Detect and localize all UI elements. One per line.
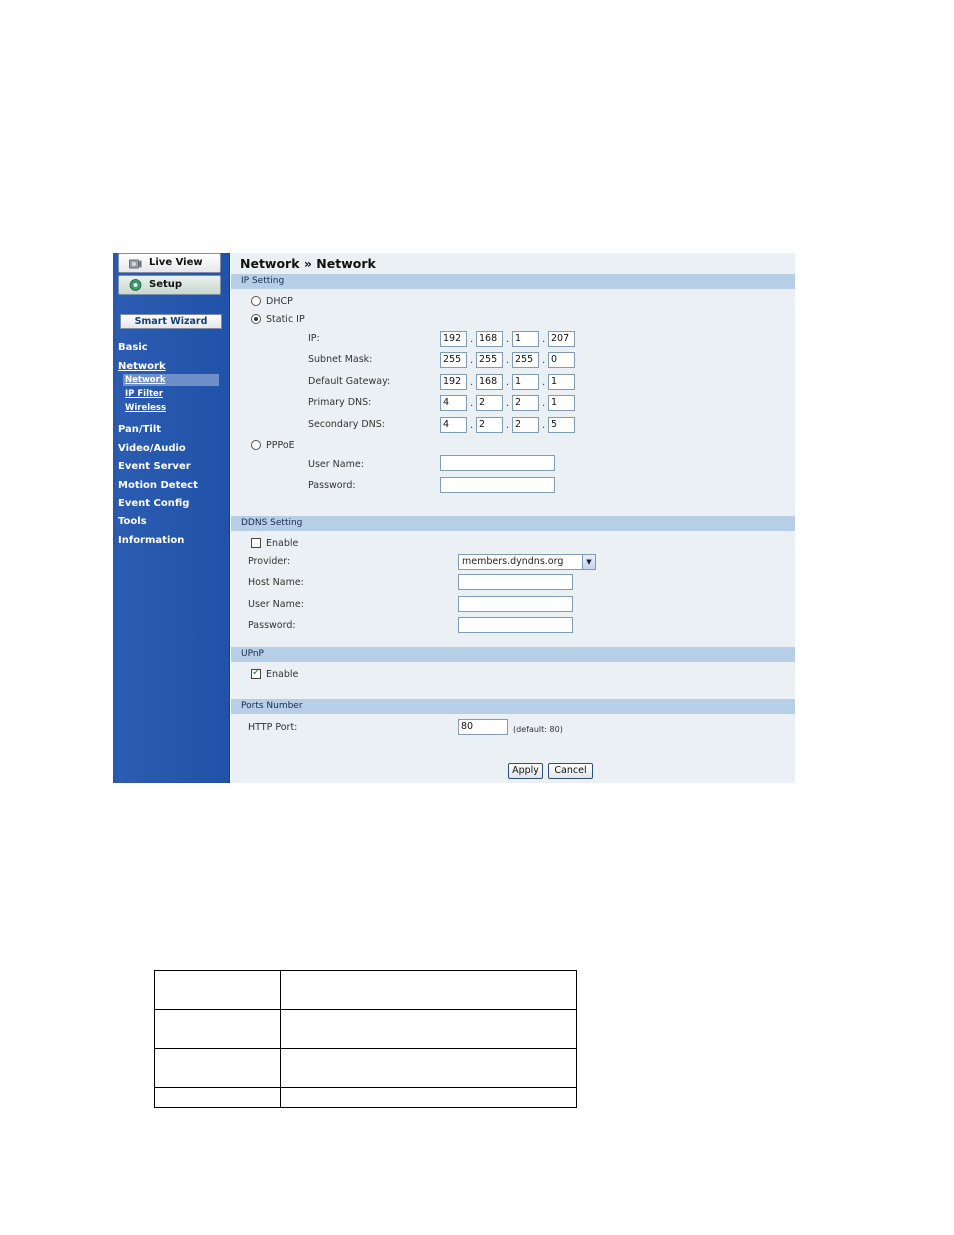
ip-octet-2[interactable]: 168 bbox=[476, 331, 503, 347]
upnp-enable-checkbox[interactable] bbox=[251, 669, 261, 679]
pppoe-user-input[interactable] bbox=[440, 455, 555, 471]
nav-video-audio[interactable]: Video/Audio bbox=[118, 443, 186, 454]
dhcp-label: DHCP bbox=[266, 296, 293, 307]
ip-dot: . bbox=[542, 398, 546, 409]
ip-octet-1[interactable]: 192 bbox=[440, 331, 467, 347]
sidebar bbox=[113, 253, 230, 783]
page-title: Network » Network bbox=[240, 256, 376, 271]
http-port-hint: (default: 80) bbox=[513, 725, 563, 734]
chevron-down-icon: ▼ bbox=[582, 555, 595, 569]
nav-event-config[interactable]: Event Config bbox=[118, 498, 190, 509]
host-name-label: Host Name: bbox=[248, 577, 304, 588]
smart-wizard-button[interactable]: Smart Wizard bbox=[120, 314, 222, 329]
table-row bbox=[155, 1049, 576, 1088]
ip-dot: . bbox=[470, 355, 474, 366]
subnet-label: Subnet Mask: bbox=[308, 354, 373, 365]
provider-select[interactable] bbox=[458, 554, 596, 570]
upnp-enable-label: Enable bbox=[266, 669, 299, 680]
http-port-input[interactable]: 80 bbox=[458, 719, 508, 735]
cancel-button[interactable]: Cancel bbox=[548, 763, 593, 779]
ip-octet-4[interactable]: 207 bbox=[548, 331, 575, 347]
ip-dot: . bbox=[542, 355, 546, 366]
table-row bbox=[155, 1010, 576, 1049]
ip-dot: . bbox=[542, 420, 546, 431]
secondary-dns-octet-4[interactable]: 5 bbox=[548, 417, 575, 433]
camera-icon bbox=[129, 257, 142, 269]
ip-dot: . bbox=[506, 355, 510, 366]
nav-network[interactable]: Network bbox=[118, 361, 166, 372]
gateway-octet-1[interactable]: 192 bbox=[440, 374, 467, 390]
ip-dot: . bbox=[542, 377, 546, 388]
subnet-octet-4[interactable]: 0 bbox=[548, 352, 575, 368]
subnet-octet-2[interactable]: 255 bbox=[476, 352, 503, 368]
setup-label: Setup bbox=[149, 279, 183, 290]
ip-dot: . bbox=[470, 334, 474, 345]
dhcp-radio[interactable] bbox=[251, 296, 261, 306]
ddns-enable-checkbox[interactable] bbox=[251, 538, 261, 548]
gateway-octet-2[interactable]: 168 bbox=[476, 374, 503, 390]
camera-setup-window bbox=[113, 253, 795, 783]
pppoe-radio[interactable] bbox=[251, 440, 261, 450]
setup-icon bbox=[129, 279, 142, 291]
subnet-octet-3[interactable]: 255 bbox=[512, 352, 539, 368]
ddns-user-label: User Name: bbox=[248, 599, 304, 610]
ip-label: IP: bbox=[308, 333, 320, 344]
nav-information[interactable]: Information bbox=[118, 535, 185, 546]
subnav-network[interactable]: Network bbox=[125, 375, 166, 385]
provider-value: members.dyndns.org bbox=[462, 556, 564, 567]
host-name-input[interactable] bbox=[458, 574, 573, 590]
content-area bbox=[231, 253, 795, 783]
primary-dns-octet-3[interactable]: 2 bbox=[512, 395, 539, 411]
ip-dot: . bbox=[506, 334, 510, 345]
primary-dns-octet-1[interactable]: 4 bbox=[440, 395, 467, 411]
live-view-label: Live View bbox=[149, 257, 203, 268]
empty-table bbox=[154, 970, 577, 1108]
live-view-button[interactable] bbox=[118, 253, 221, 273]
ddns-user-input[interactable] bbox=[458, 596, 573, 612]
table-row bbox=[155, 971, 576, 1010]
primary-dns-octet-4[interactable]: 1 bbox=[548, 395, 575, 411]
ip-dot: . bbox=[506, 377, 510, 388]
nav-tools[interactable]: Tools bbox=[118, 516, 147, 527]
section-ddns-setting: DDNS Setting bbox=[231, 516, 795, 531]
nav-motion-detect[interactable]: Motion Detect bbox=[118, 480, 198, 491]
provider-label: Provider: bbox=[248, 556, 291, 567]
ddns-password-label: Password: bbox=[248, 620, 296, 631]
nav-event-server[interactable]: Event Server bbox=[118, 461, 191, 472]
section-upnp: UPnP bbox=[231, 647, 795, 662]
primary-dns-label: Primary DNS: bbox=[308, 397, 372, 408]
gateway-octet-4[interactable]: 1 bbox=[548, 374, 575, 390]
table-column-divider bbox=[280, 971, 281, 1107]
primary-dns-octet-2[interactable]: 2 bbox=[476, 395, 503, 411]
secondary-dns-octet-2[interactable]: 2 bbox=[476, 417, 503, 433]
secondary-dns-octet-3[interactable]: 2 bbox=[512, 417, 539, 433]
nav-basic[interactable]: Basic bbox=[118, 342, 148, 353]
ip-dot: . bbox=[470, 398, 474, 409]
ip-dot: . bbox=[470, 420, 474, 431]
ip-dot: . bbox=[542, 334, 546, 345]
secondary-dns-octet-1[interactable]: 4 bbox=[440, 417, 467, 433]
static-ip-label: Static IP bbox=[266, 314, 305, 325]
subnet-octet-1[interactable]: 255 bbox=[440, 352, 467, 368]
static-ip-radio[interactable] bbox=[251, 314, 261, 324]
subnav-ip-filter[interactable]: IP Filter bbox=[125, 389, 164, 399]
setup-button[interactable] bbox=[118, 275, 221, 295]
section-ip-setting: IP Setting bbox=[231, 274, 795, 289]
nav-pan-tilt[interactable]: Pan/Tilt bbox=[118, 424, 162, 435]
pppoe-label: PPPoE bbox=[266, 440, 295, 451]
pppoe-user-label: User Name: bbox=[308, 459, 364, 470]
secondary-dns-label: Secondary DNS: bbox=[308, 419, 385, 430]
pppoe-password-label: Password: bbox=[308, 480, 356, 491]
subnav-wireless[interactable]: Wireless bbox=[125, 403, 167, 413]
ddns-password-input[interactable] bbox=[458, 617, 573, 633]
ip-dot: . bbox=[470, 377, 474, 388]
http-port-label: HTTP Port: bbox=[248, 722, 298, 733]
ip-octet-3[interactable]: 1 bbox=[512, 331, 539, 347]
section-ports-number: Ports Number bbox=[231, 699, 795, 714]
ip-dot: . bbox=[506, 420, 510, 431]
ip-dot: . bbox=[506, 398, 510, 409]
pppoe-password-input[interactable] bbox=[440, 477, 555, 493]
gateway-label: Default Gateway: bbox=[308, 376, 391, 387]
ddns-enable-label: Enable bbox=[266, 538, 299, 549]
apply-button[interactable]: Apply bbox=[508, 763, 543, 779]
check-icon: ✓ bbox=[252, 667, 261, 678]
gateway-octet-3[interactable]: 1 bbox=[512, 374, 539, 390]
